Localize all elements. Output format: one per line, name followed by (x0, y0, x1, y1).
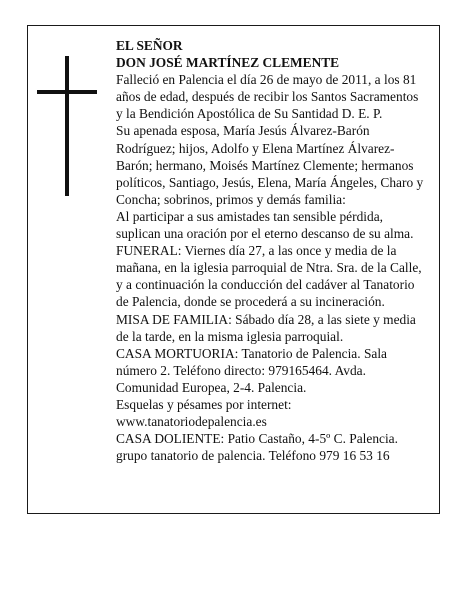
funeral-details: FUNERAL: Viernes día 27, a las once y media de la mañana, en la iglesia parroquial de Ntra. Sra. de la Calle, y a continuación la conducción del cadáver al Tanatorio de Palencia, donde se procederá a su incineración. (116, 243, 422, 310)
cross-icon-horizontal (37, 90, 97, 94)
death-announcement: Falleció en Palencia el día 26 de mayo de 2011, a los 81 años de edad, después de recibir los Santos Sacramentos y la Bendición Apostólica de Su Santidad D. E. P. (116, 72, 419, 122)
deceased-name: DON JOSÉ MARTÍNEZ CLEMENTE (116, 55, 340, 71)
family-list: Su apenada esposa, María Jesús Álvarez-Barón Rodríguez; hijos, Adolfo y Elena Martínez Álvarez-Barón; hermano, Moisés Martínez Clemente; hermanos políticos, Santiago, Jesús, Elena, María Ángeles, Charo y Concha; sobrinos, primos y demás familia: (116, 123, 424, 207)
prayer-request: Al participar a sus amistades tan sensible pérdida, suplican una oración por el eterno descanso de su alma. (116, 208, 414, 242)
family-home-details: CASA DOLIENTE: Patio Castaño, 4-5º C. Palencia. grupo tanatorio de palencia. Teléfono 979 16 53 16 (116, 431, 398, 464)
obituary-text (116, 37, 428, 464)
cross-icon-vertical (65, 56, 69, 196)
online-condolences: Esquelas y pésames por internet: www.tanatoriodepalencia.es (116, 396, 292, 430)
mortuary-details: CASA MORTUORIA: Tanatorio de Palencia. Sala número 2. Teléfono directo: 979165464. Avda. Comunidad Europea, 2-4. Palencia. (116, 345, 387, 395)
family-mass-details: MISA DE FAMILIA: Sábado día 28, a las siete y media de la tarde, en la misma iglesia parroquial. (116, 311, 416, 344)
obituary-title: EL SEÑOR (116, 38, 183, 53)
